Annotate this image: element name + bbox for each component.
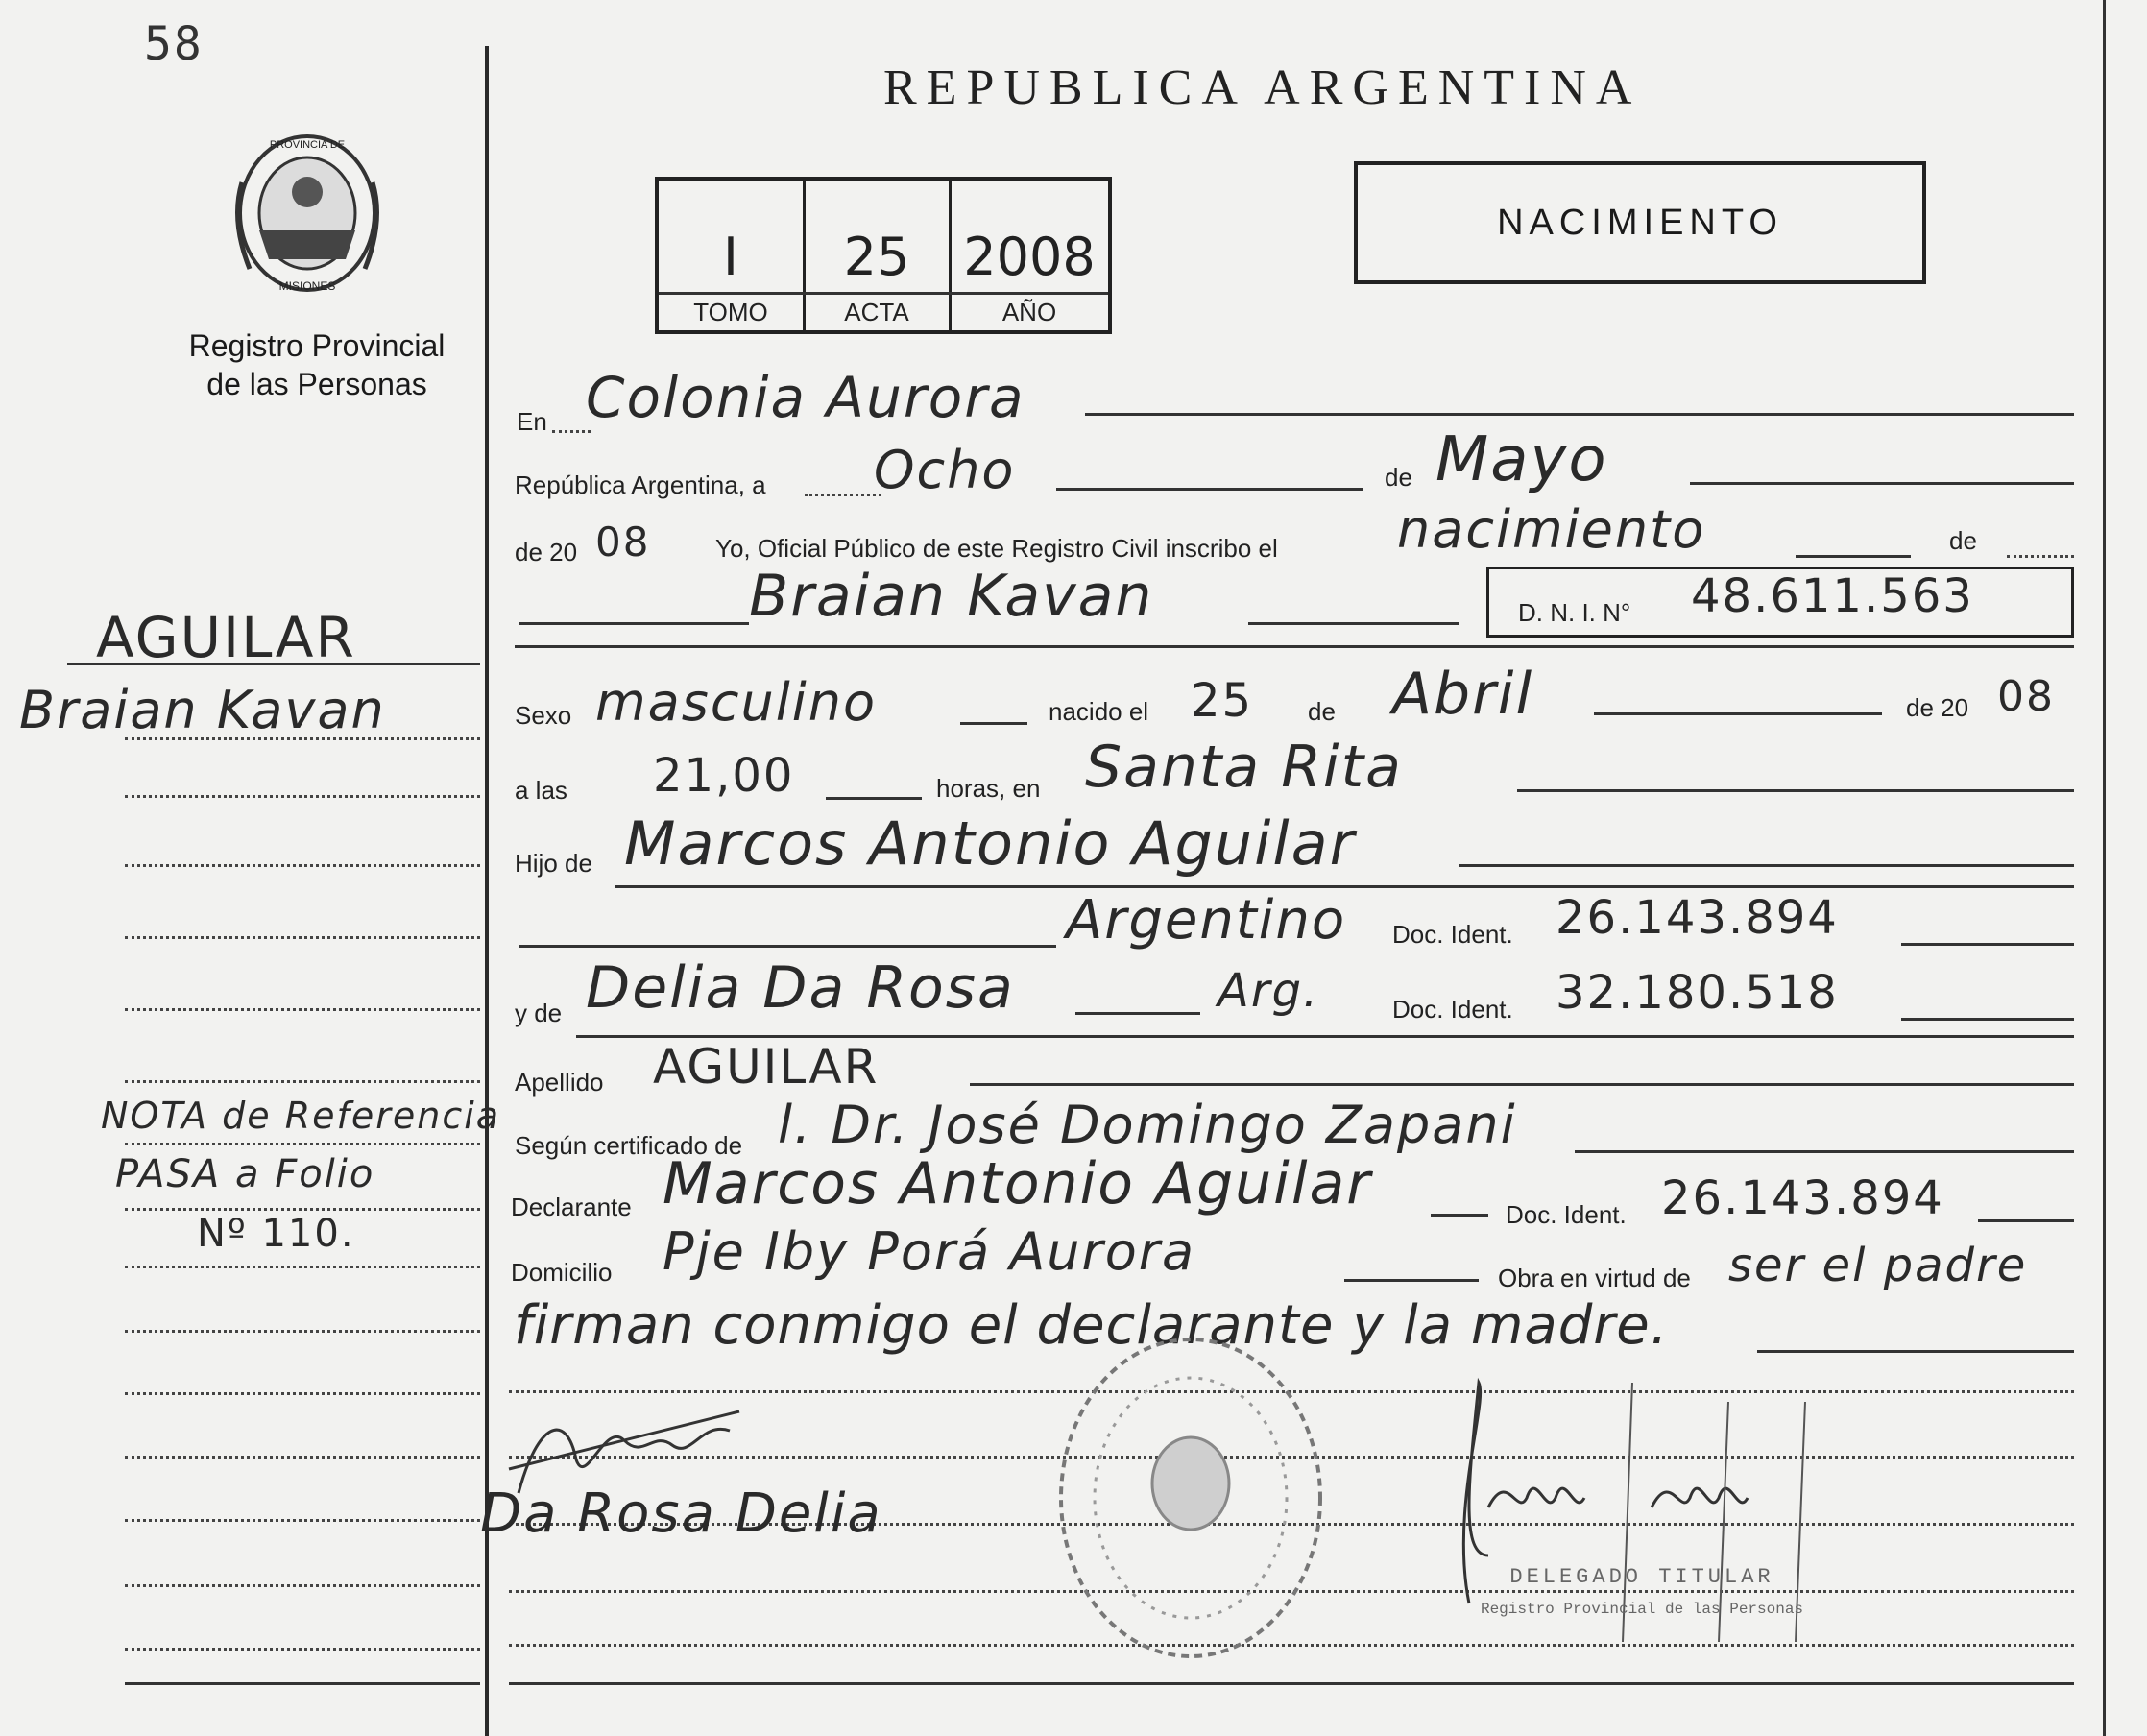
official-stamp-icon (1047, 1325, 1335, 1671)
obra-value: ser el padre (1728, 1239, 2028, 1292)
apellido-label: Apellido (515, 1068, 604, 1097)
certificado-label: Según certificado de (515, 1131, 743, 1160)
birth-year: 08 (1997, 672, 2055, 721)
hijo-label: Hijo de (515, 849, 592, 878)
birth-place: Santa Rita (1085, 734, 1403, 801)
anio-label: AÑO (1001, 298, 1057, 326)
closing-text: firman conmigo el declarante y la madre. (514, 1294, 1669, 1357)
official-text: Yo, Oficial Público de este Registro Civil inscribo el (715, 534, 1278, 563)
dni-box (1486, 567, 2074, 638)
domicilio-value: Pje Iby Porá Aurora (663, 1221, 1196, 1282)
nacido-label: nacido el (1049, 697, 1149, 726)
father-nationality: Argentino (1066, 889, 1347, 952)
record-number-box (655, 177, 1112, 334)
doc-label-declarante: Doc. Ident. (1506, 1200, 1627, 1229)
stamp-line3: Registro Provincial de las Personas (1480, 1601, 1804, 1618)
dni-label: D. N. I. N° (1518, 598, 1631, 627)
en-value: Colonia Aurora (586, 365, 1025, 430)
margin-surname: AGUILAR (96, 605, 356, 670)
yde-label: y de (515, 999, 563, 1027)
official-stamp-text (1440, 1565, 1844, 1618)
de-label-2: de (1949, 526, 1977, 555)
stamp-line2: DELEGADO TITULAR (1509, 1565, 1774, 1589)
act-type: NACIMIENTO (1497, 203, 1783, 243)
de-label-3: de (1308, 697, 1336, 726)
margin-note-line2: PASA a Folio (115, 1152, 375, 1196)
declarante-value: Marcos Antonio Aguilar (663, 1150, 1372, 1218)
mother-signature: Da Rosa Delia (480, 1483, 882, 1545)
margin-note-line3: Nº 110. (197, 1212, 355, 1256)
child-name: Braian Kavan (749, 563, 1154, 630)
doc-label-father: Doc. Ident. (1392, 920, 1513, 949)
sexo-label: Sexo (515, 701, 572, 730)
de-label-month: de (1385, 463, 1412, 492)
registry-line1: Registro Provincial (188, 328, 446, 363)
birth-month: Abril (1392, 661, 1534, 728)
year-value: 08 (595, 518, 651, 566)
margin-note-line1: NOTA de Referencia (101, 1095, 501, 1137)
domicilio-label: Domicilio (511, 1258, 613, 1287)
right-border (2103, 0, 2106, 1736)
mother-name: Delia Da Rosa (586, 954, 1015, 1022)
declarante-label: Declarante (511, 1193, 632, 1221)
father-name: Marcos Antonio Aguilar (624, 808, 1357, 879)
apellido-value: AGUILAR (653, 1039, 880, 1095)
obra-label: Obra en virtud de (1498, 1264, 1691, 1292)
tomo-value: I (723, 227, 738, 287)
margin-given-names: Braian Kavan (19, 680, 386, 740)
month-value: Mayo (1435, 424, 1608, 495)
father-doc: 26.143.894 (1556, 891, 1839, 945)
seal-top-text: PROVINCIA DE (269, 139, 346, 151)
page-number: 58 (144, 17, 204, 71)
horas-label: horas, en (936, 774, 1041, 803)
birth-time: 21,00 (653, 749, 795, 803)
tomo-label: TOMO (693, 298, 768, 326)
day-value: Ocho (874, 440, 1016, 500)
mother-doc: 32.180.518 (1556, 966, 1839, 1020)
declarante-doc: 26.143.894 (1661, 1171, 1944, 1225)
seal-bottom-text: MISIONES (278, 279, 336, 293)
alas-label: a las (515, 776, 567, 805)
registry-name (144, 326, 490, 403)
birth-day: 25 (1191, 674, 1254, 728)
mother-nationality: Arg. (1218, 964, 1320, 1018)
certificado-value: l. Dr. José Domingo Zapani (778, 1095, 1517, 1155)
acta-value: 25 (843, 227, 910, 287)
registry-line2: de las Personas (206, 367, 427, 401)
dni-value: 48.611.563 (1691, 569, 1974, 623)
acta-label: ACTA (844, 298, 909, 326)
doc-label-mother: Doc. Ident. (1392, 995, 1513, 1024)
year-prefix-2: de 20 (1906, 693, 1969, 722)
province-seal-icon (230, 125, 384, 298)
anio-value: 2008 (963, 227, 1096, 287)
act-type-box (1354, 161, 1926, 284)
act-value: nacimiento (1397, 499, 1706, 560)
en-label: En (517, 407, 547, 436)
year-prefix: de 20 (515, 538, 578, 567)
sexo-value: masculino (595, 672, 878, 733)
republica-label: República Argentina, a (515, 470, 766, 499)
country-title: REPUBLICA ARGENTINA (883, 60, 1642, 115)
